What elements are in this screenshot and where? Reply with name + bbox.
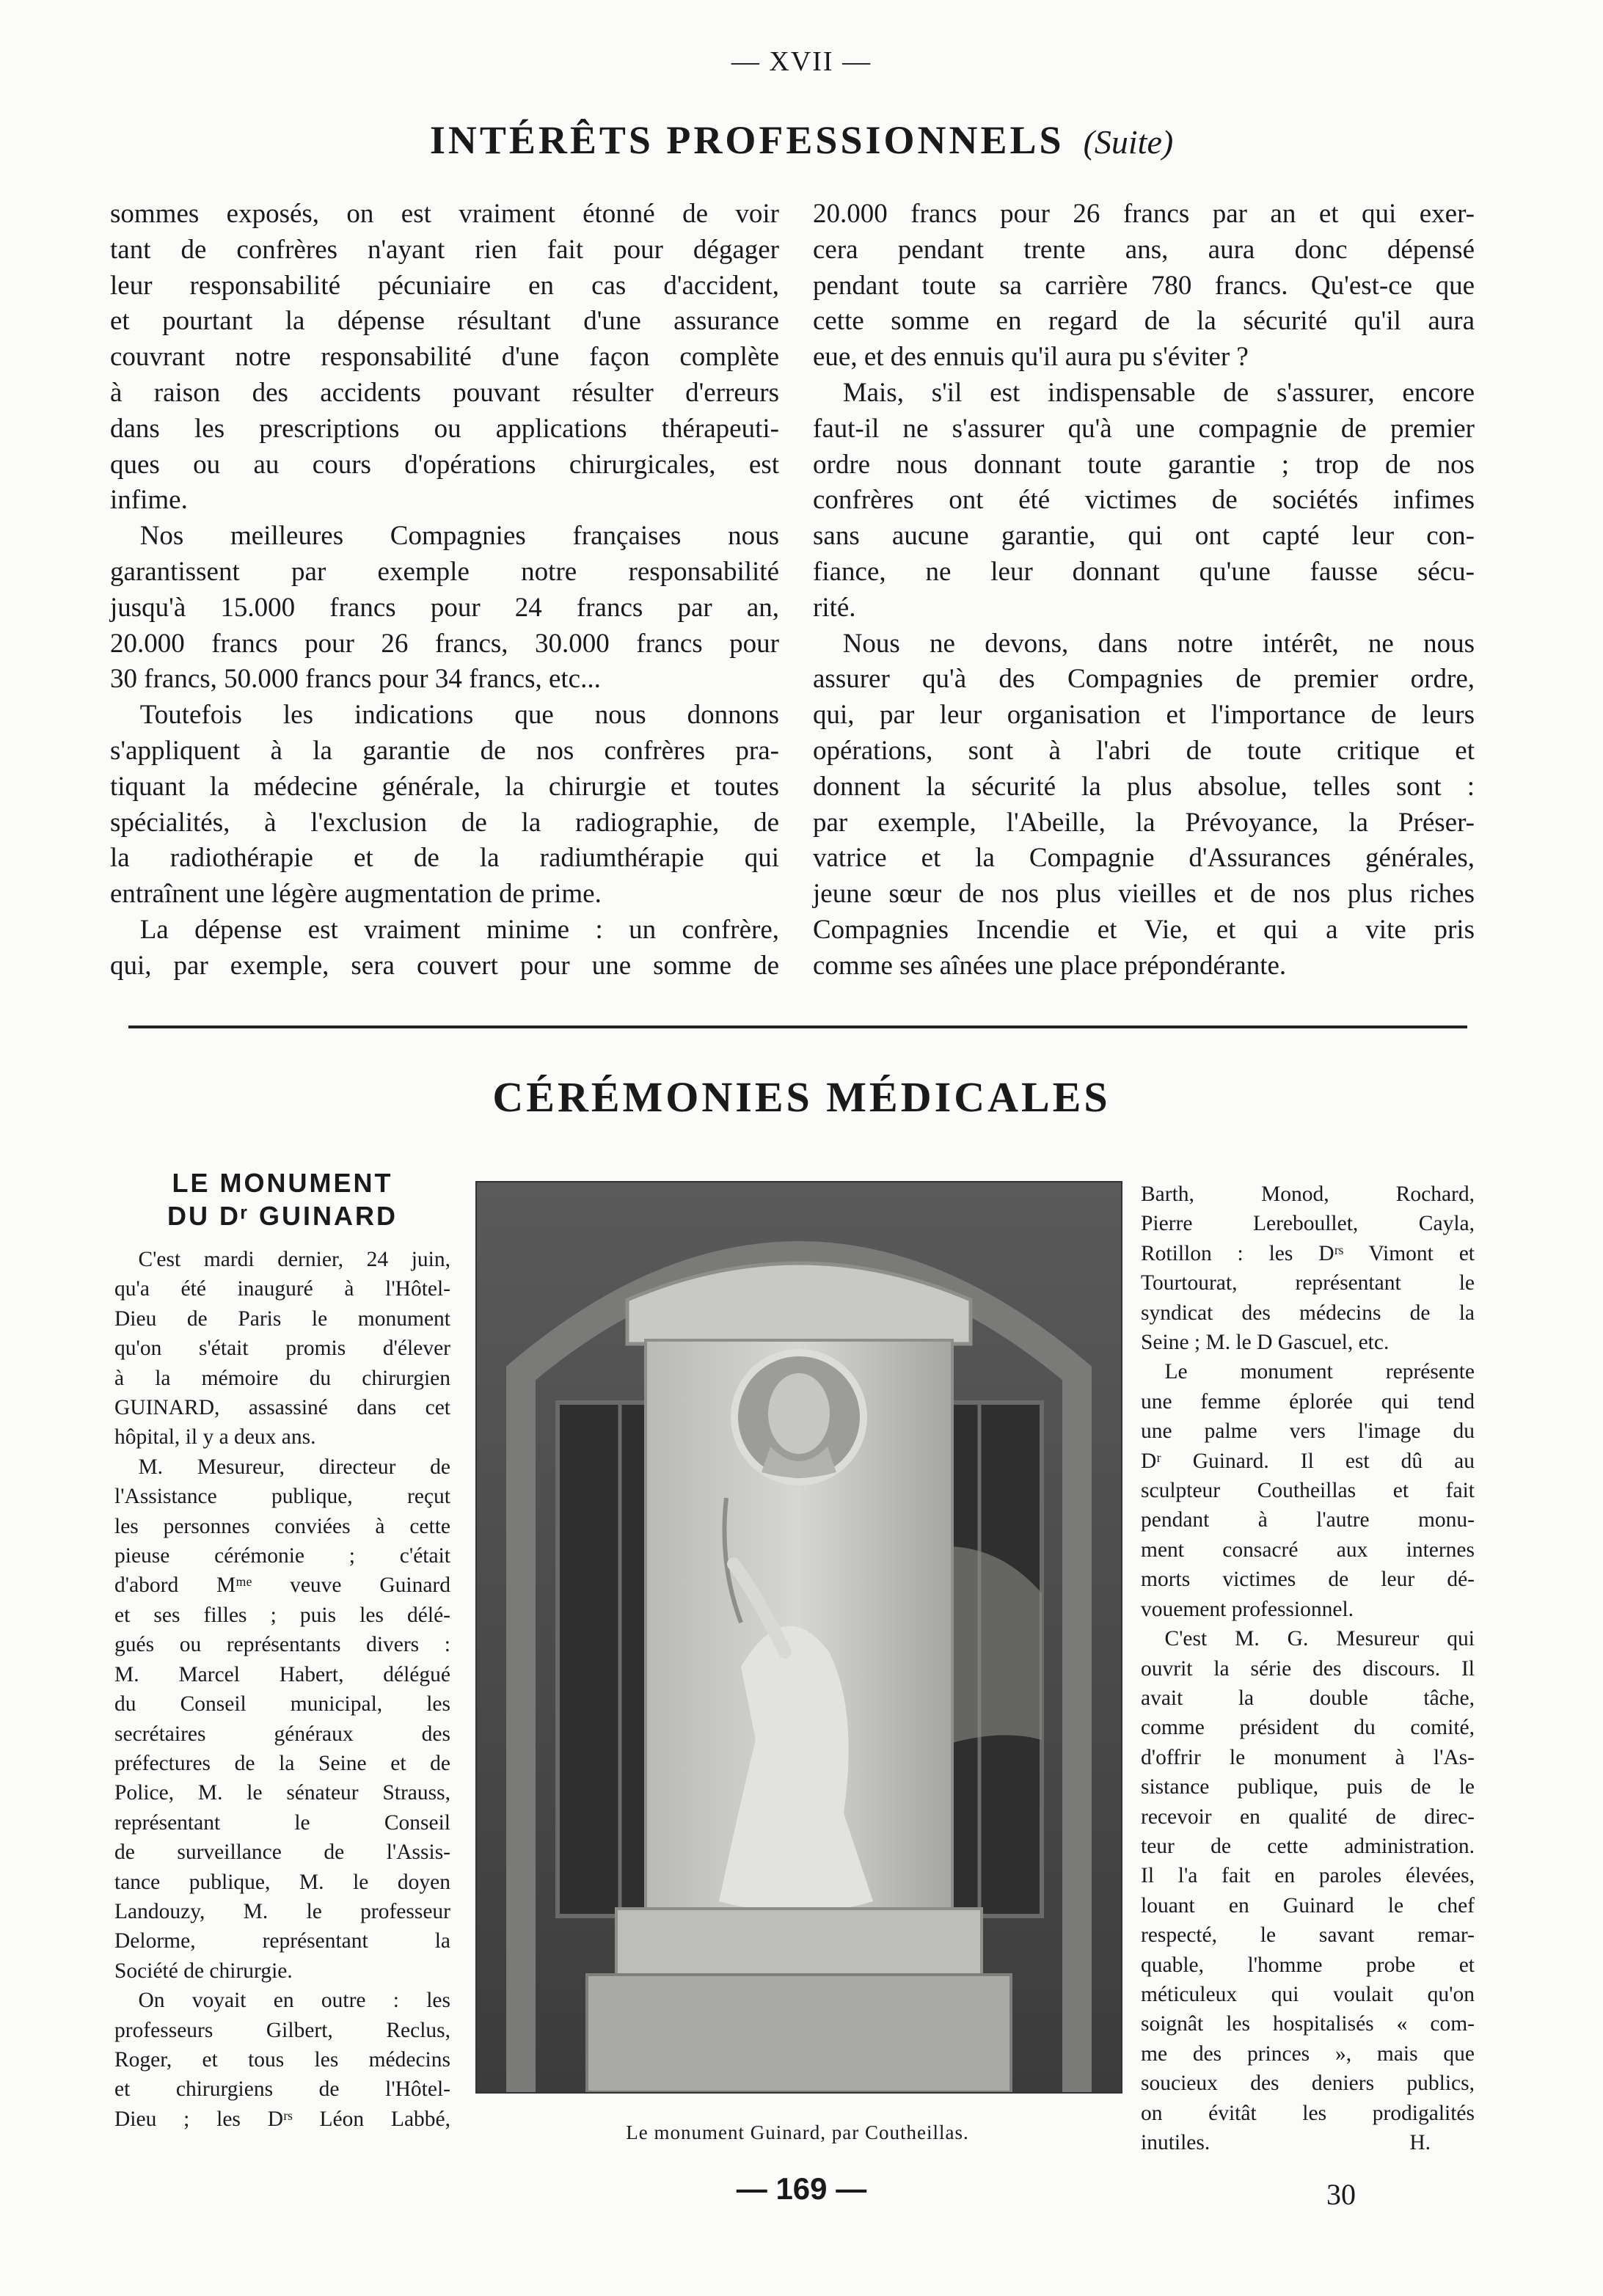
text-line: une palme vers l'image du [1141,1419,1475,1444]
text-line: teur de cette administration. [1141,1834,1475,1858]
text-line: gués ou représentants divers : [114,1633,450,1657]
text-line: qui, par leur organisation et l'importance de leurs [813,700,1475,731]
text-line: ouvrit la série des discours. Il [1141,1656,1475,1681]
text-line: représentant le Conseil [114,1810,450,1835]
page-number: — 169 — [736,2171,867,2206]
text-line: avait la double tâche, [1141,1686,1475,1710]
text-line: qu'a été inauguré à l'Hôtel- [114,1277,450,1301]
text-line: opérations, sont à l'abri de toute critique et [813,735,1475,766]
text-line: entraînent une légère augmentation de prime. [110,879,602,910]
text-line: par exemple, l'Abeille, la Prévoyance, la Préser- [813,807,1475,838]
text-line: 30 francs, 50.000 francs pour 34 francs, etc... [110,664,601,695]
article2-right-column [1141,1180,1475,2157]
text-line: qu'on s'était promis d'élever [114,1337,450,1361]
text-line: l'Assistance publique, reçut [114,1485,450,1509]
text-line: sommes exposés, on est vraiment étonné de voir [110,199,779,229]
article2-left-column [114,1245,450,2134]
section-title: INTÉRÊTS PROFESSIONNELS [429,118,1065,162]
text-line: quable, l'homme probe et [1141,1953,1475,1977]
text-line: On voyait en outre : les [138,1989,450,2013]
text-line: confrères ont été victimes de sociétés infimes [813,485,1475,516]
text-line: cera pendant trente ans, aura donc dépensé [813,234,1475,265]
text-line: Barth, Monod, Rochard, [1141,1182,1475,1206]
text-line: cette somme en regard de la sécurité qu'il aura [813,306,1475,337]
text-line: ment consacré aux internes [1141,1538,1475,1562]
author-signature: H. [1409,2131,1431,2154]
article-heading-line1: LE MONUMENT [172,1168,393,1198]
text-line: M. Mesureur, directeur de [138,1455,450,1479]
text-line: sistance publique, puis de le [1141,1775,1475,1799]
text-line: Seine ; M. le D Gascuel, etc. [1141,1331,1390,1355]
monument-illustration [477,1182,1121,2092]
text-line: d'offrir le monument à l'As- [1141,1745,1475,1769]
monument-photograph [475,1181,1122,2094]
text-line: qui, par exemple, sera couvert pour une somme de [110,950,779,981]
article-heading [114,1166,451,1232]
text-line: infime. [110,485,188,516]
section-heading: CÉRÉMONIES MÉDICALES [492,1073,1111,1121]
text-line: Roger, et tous les médecins [114,2047,450,2072]
text-line: sculpteur Coutheillas et fait [1141,1479,1475,1503]
text-line: hôpital, il y a deux ans. [114,1425,316,1449]
text-line: jeune sœur de nos plus vieilles et de nos plus riches [813,879,1475,910]
text-line: Dʳ Guinard. Il est dû au [1141,1449,1475,1473]
text-line: Delorme, représentant la [114,1929,450,1953]
text-line: dans les prescriptions ou applications thérapeuti- [110,413,779,444]
text-line: soignât les hospitalisés « com- [1141,2012,1475,2036]
text-line: pendant à l'autre monu- [1141,1508,1475,1532]
text-line: les personnes conviées à cette [114,1514,450,1538]
text-line: faut-il ne s'assurer qu'à une compagnie de premier [813,413,1475,444]
text-line: GUINARD, assassiné dans cet [114,1396,450,1420]
text-line: vatrice et la Compagnie d'Assurances générales, [813,843,1475,874]
page-title [0,117,1603,163]
text-line: tance publique, M. le doyen [114,1870,450,1894]
text-line: C'est M. G. Mesureur qui [1164,1627,1475,1651]
text-line: rité. [813,592,856,623]
text-line: 20.000 francs pour 26 francs par an et qui exer- [813,199,1475,229]
text-line: tant de confrères n'ayant rien fait pour dégager [110,234,779,265]
text-line: Landouzy, M. le professeur [114,1899,450,1923]
text-line: et chirurgiens de l'Hôtel- [114,2077,450,2102]
text-line: jusqu'à 15.000 francs pour 24 francs par an, [110,592,779,623]
text-line [1141,2128,1475,2157]
text-line: préfectures de la Seine et de [114,1751,450,1775]
text-line: morts victimes de leur dé- [1141,1568,1475,1592]
text-line: Toutefois les indications que nous donnons [139,700,779,731]
text-line: tiquant la médecine générale, la chirurgie et toutes [110,771,779,802]
text-line: Il l'a fait en paroles élevées, [1141,1864,1475,1888]
text-line: leur responsabilité pécuniaire en cas d'accident, [110,270,779,301]
article-heading-line2: DU Dʳ GUINARD [167,1201,398,1231]
page-folio: — XVII — [731,46,872,77]
text-line: Nos meilleures Compagnies françaises nous [139,521,779,552]
text-line: Rotillon : les Dʳˢ Vimont et [1141,1241,1475,1265]
text-line: Pierre Lereboullet, Cayla, [1141,1212,1475,1236]
text-line: ques ou au cours d'opérations chirurgicales, est [110,449,779,480]
text-line: on évitât les prodigalités [1141,2101,1475,2125]
text-line: fiance, ne leur donnant qu'une fausse sécu- [813,556,1475,587]
text-line: Compagnies Incendie et Vie, et qui a vite pris [813,914,1475,945]
text-line: du Conseil municipal, les [114,1692,450,1716]
text-line: recevoir en qualité de direc- [1141,1805,1475,1829]
text-line: de surveillance de l'Assis- [114,1840,450,1865]
text-line: respecté, le savant remar- [1141,1923,1475,1948]
text-line: Tourtourat, représentant le [1141,1271,1475,1295]
text-line: à la mémoire du chirurgien [114,1366,450,1390]
text-line: et ses filles ; puis les délé- [114,1603,450,1627]
sheet-number: 30 [1326,2178,1356,2211]
text-line: 20.000 francs pour 26 francs, 30.000 francs pour [110,628,779,659]
text-line: eue, et des ennuis qu'il aura pu s'éviter ? [813,342,1249,373]
text-line: s'appliquent à la garantie de nos confrères pra- [110,735,779,766]
text-line: méticuleux qui voulait qu'on [1141,1982,1475,2006]
section-divider [128,1025,1467,1028]
text-line: professeurs Gilbert, Reclus, [114,2018,450,2042]
text-line-content: inutiles. [1141,2131,1211,2154]
photo-caption: Le monument Guinard, par Coutheillas. [626,2121,969,2143]
text-line: sans aucune garantie, qui ont capté leur con- [813,521,1475,552]
text-line: louant en Guinard le chef [1141,1893,1475,1917]
text-line: une femme éplorée qui tend [1141,1389,1475,1414]
text-line: Dieu de Paris le monument [114,1306,450,1331]
text-line: M. Marcel Habert, délégué [114,1662,450,1686]
text-line: pendant toute sa carrière 780 francs. Qu'est-ce que [813,270,1475,301]
text-line: la radiothérapie et de la radiumthérapie qui [110,843,779,874]
text-line: Le monument représente [1164,1360,1475,1384]
text-line: garantissent par exemple notre responsabilité [110,556,779,587]
text-line: C'est mardi dernier, 24 juin, [138,1248,450,1271]
article1-right-column [813,197,1475,984]
text-line: me des princes », mais que [1141,2041,1475,2066]
text-line: secrétaires généraux des [114,1722,450,1746]
text-line: Mais, s'il est indispensable de s'assurer, encore [842,377,1475,408]
text-line: La dépense est vraiment minime : un confrère, [139,914,779,945]
text-line: pieuse cérémonie ; c'était [114,1544,450,1568]
text-line: comme président du comité, [1141,1716,1475,1740]
section-title-suffix: (Suite) [1083,123,1174,161]
text-line: comme ses aînées une place prépondérante. [813,950,1287,981]
text-line: syndicat des médecins de la [1141,1301,1475,1325]
text-line: à raison des accidents pouvant résulter d'erreurs [110,377,779,408]
article1-left-column [110,197,779,984]
text-line: d'abord Mᵐᵉ veuve Guinard [114,1573,450,1598]
text-line: vouement professionnel. [1141,1597,1354,1621]
text-line: ordre nous donnant toute garantie ; trop de nos [813,449,1475,480]
text-line: Nous ne devons, dans notre intérêt, ne nous [842,628,1475,659]
text-line: soucieux des deniers publics, [1141,2072,1475,2096]
text-line: donnent la sécurité la plus absolue, telles sont : [813,771,1475,802]
text-line: couvrant notre responsabilité d'une façon complète [110,342,779,373]
text-line: spécialités, à l'exclusion de la radiographie, de [110,807,779,838]
text-line: et pourtant la dépense résultant d'une assurance [110,306,779,337]
text-line: Société de chirurgie. [114,1959,293,1983]
text-line: Dieu ; les Dʳˢ Léon Labbé, [114,2107,450,2131]
text-line: Police, M. le sénateur Strauss, [114,1781,450,1805]
text-line: assurer qu'à des Compagnies de premier ordre, [813,664,1475,695]
